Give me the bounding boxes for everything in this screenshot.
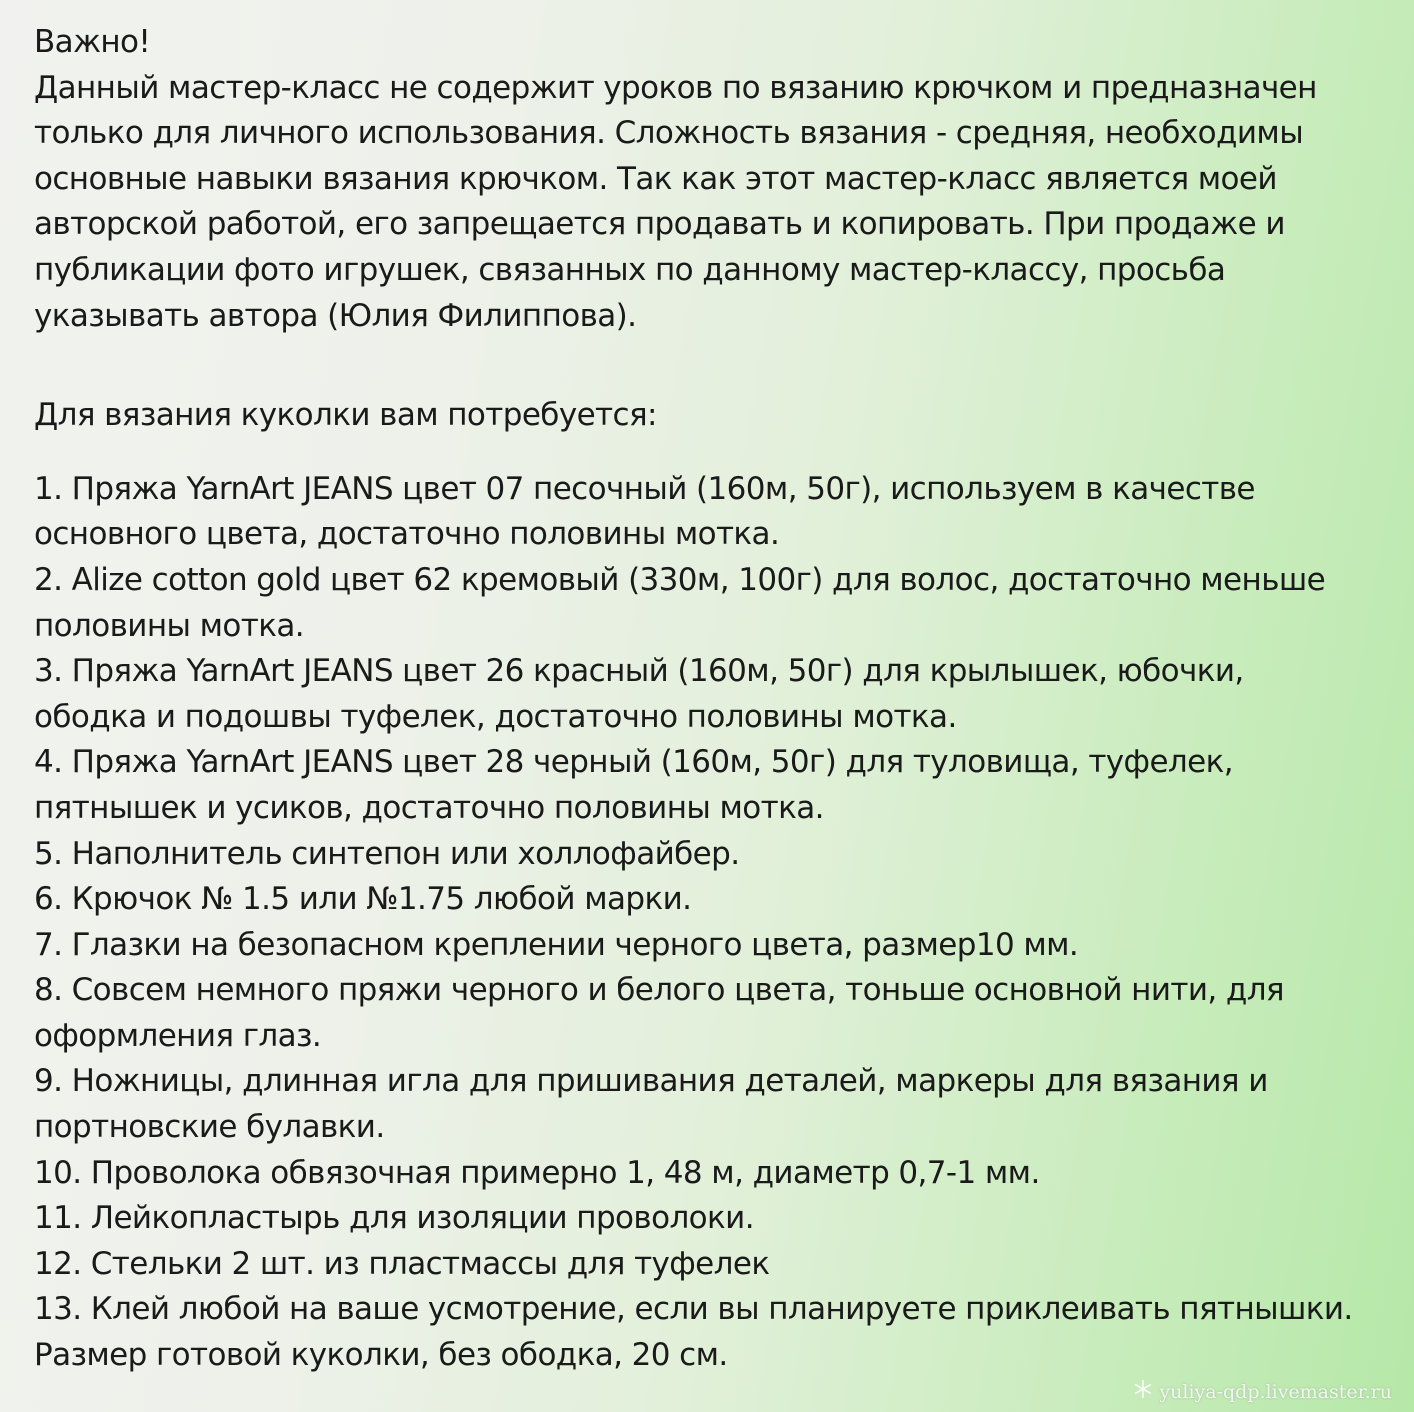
materials-line: 10. Проволока обвязочная примерно 1, 48 м, диаметр 0,7-1 мм. xyxy=(34,1154,1040,1191)
materials-line: 6. Крючок № 1.5 или №1.75 любой марки. xyxy=(34,881,692,918)
materials-line: 12. Стельки 2 шт. из пластмассы для туфелек xyxy=(34,1245,770,1282)
materials-line: основного цвета, достаточно половины мотка. xyxy=(34,516,780,553)
materials-line: ободка и подошвы туфелек, достаточно половины мотка. xyxy=(34,698,957,735)
materials-line: пятнышек и усиков, достаточно половины мотка. xyxy=(34,789,824,826)
materials-line: 11. Лейкопластырь для изоляции проволоки. xyxy=(34,1200,754,1237)
snowflake-icon xyxy=(1133,1379,1153,1404)
materials-line: 3. Пряжа YarnArt JEANS цвет 26 красный (160м, 50г) для крылышек, юбочки, xyxy=(34,653,1244,690)
section-gap xyxy=(34,439,1394,467)
doll-size-line: Размер готовой куколки, без ободка, 20 см. xyxy=(34,1337,728,1374)
notice-line: авторской работой, его запрещается продавать и копировать. При продаже и xyxy=(34,206,1285,243)
watermark-text: yuliya-qdp.livemaster.ru xyxy=(1159,1380,1392,1403)
materials-line: 5. Наполнитель синтепон или холлофайбер. xyxy=(34,835,740,872)
materials-title: Для вязания куколки вам потребуется: xyxy=(34,397,657,434)
materials-line: 4. Пряжа YarnArt JEANS цвет 28 черный (160м, 50г) для туловища, туфелек, xyxy=(34,744,1233,781)
section-gap xyxy=(34,339,1394,393)
materials-line: 13. Клей любой на ваше усмотрение, если вы планируете приклеивать пятнышки. xyxy=(34,1291,1353,1328)
materials-line: оформления глаз. xyxy=(34,1017,322,1054)
materials-line: 1. Пряжа YarnArt JEANS цвет 07 песочный (160м, 50г), используем в качестве xyxy=(34,470,1255,507)
notice-line: публикации фото игрушек, связанных по данному мастер-классу, просьба xyxy=(34,251,1226,288)
watermark xyxy=(1133,1379,1392,1404)
materials-line: половины мотка. xyxy=(34,607,305,644)
materials-line: портновские булавки. xyxy=(34,1109,385,1146)
notice-line: только для личного использования. Сложность вязания - средняя, необходимы xyxy=(34,115,1304,152)
document-body xyxy=(34,20,1394,1379)
notice-heading: Важно! xyxy=(34,24,151,60)
notice-line: Данный мастер-класс не содержит уроков по вязанию крючком и предназначен xyxy=(34,69,1317,106)
materials-line: 7. Глазки на безопасном креплении черного цвета, размер10 мм. xyxy=(34,926,1079,963)
materials-line: 2. Alize cotton gold цвет 62 кремовый (330м, 100г) для волос, достаточно меньше xyxy=(34,561,1326,598)
materials-line: 8. Совсем немного пряжи черного и белого цвета, тоньше основной нити, для xyxy=(34,972,1284,1009)
materials-line: 9. Ножницы, длинная игла для пришивания деталей, маркеры для вязания и xyxy=(34,1063,1268,1100)
notice-line: основные навыки вязания крючком. Так как этот мастер-класс является моей xyxy=(34,160,1277,197)
notice-line: указывать автора (Юлия Филиппова). xyxy=(34,297,637,334)
